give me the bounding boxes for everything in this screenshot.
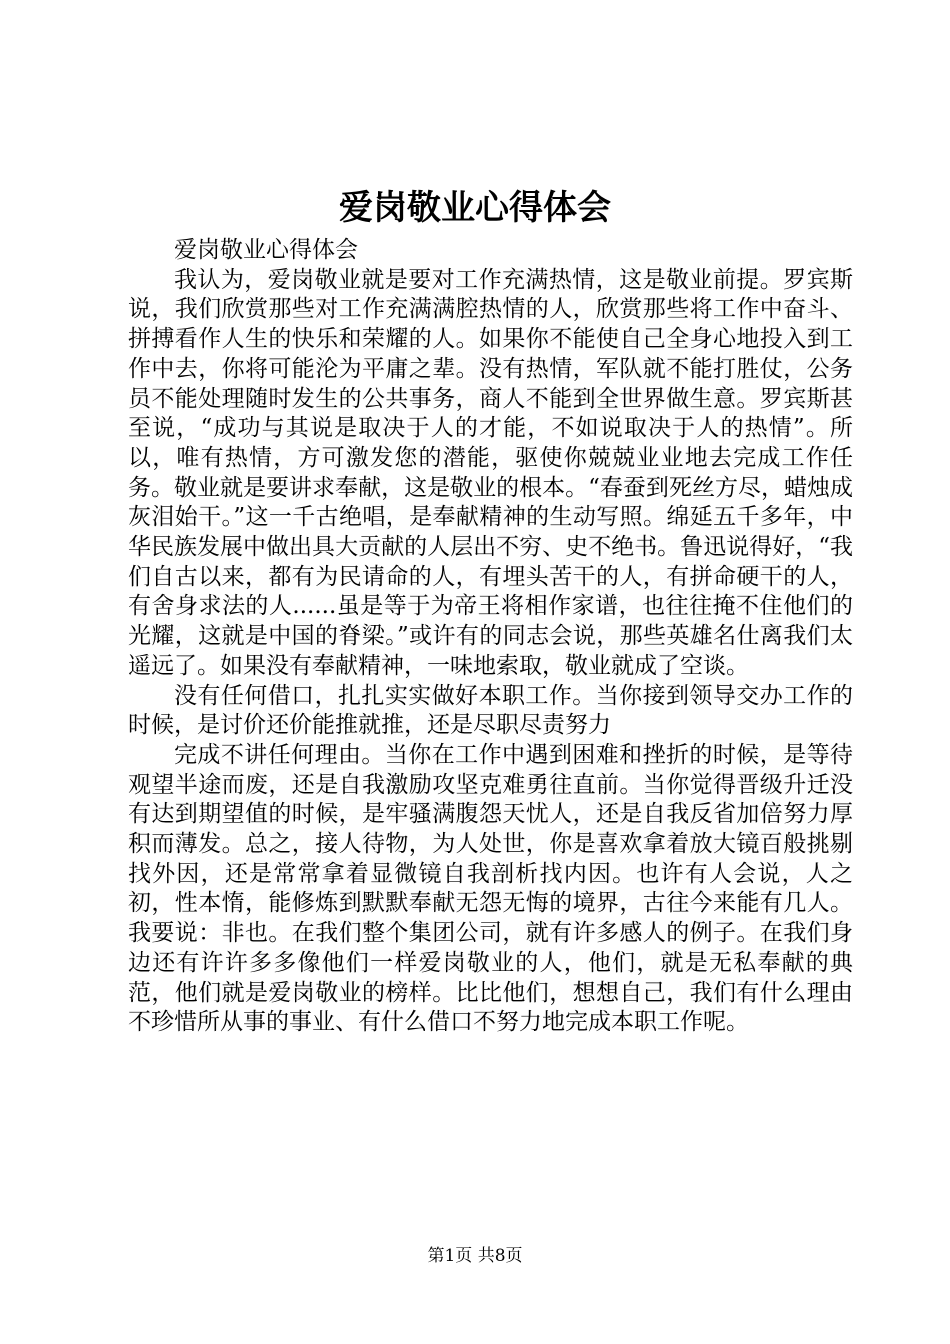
body-paragraph: 没有任何借口，扎扎实实做好本职工作。当你接到领导交办工作的时候，是讨价还价能推就推，还是尽职尽责努力 xyxy=(128,682,853,739)
document-body xyxy=(128,236,853,1038)
page-number-footer: 第1页 共8页 xyxy=(427,1246,523,1266)
body-paragraph: 我认为，爱岗敬业就是要对工作充满热情，这是敬业前提。罗宾斯说，我们欣赏那些对工作充满满腔热情的人，欣赏那些将工作中奋斗、拼搏看作人生的快乐和荣耀的人。如果你不能使自己全身心地投入到工作中去，你将可能沦为平庸之辈。没有热情，军队就不能打胜仗，公务员不能处理随时发生的公共事务，商人不能到全世界做生意。罗宾斯甚至说，“成功与其说是取决于人的才能，不如说取决于人的热情”。所以，唯有热情，方可激发您的潜能，驱使你兢兢业业地去完成工作任务。敬业就是要讲求奉献，这是敬业的根本。“春蚕到死丝方尽，蜡烛成灰泪始干。”这一千古绝唱，是奉献精神的生动写照。绵延五千多年，中华民族发展中做出具大贡献的人层出不穷、史不绝书。鲁迅说得好，“我们自古以来，都有为民请命的人，有埋头苦干的人，有拼命硬干的人，有舍身求法的人......虽是等于为帝王将相作家谱，也往往掩不住他们的光耀，这就是中国的脊梁。”或许有的同志会说，那些英雄名仕离我们太遥远了。如果没有奉献精神，一味地索取，敬业就成了空谈。 xyxy=(128,266,853,679)
subtitle-paragraph: 爱岗敬业心得体会 xyxy=(174,237,358,263)
body-paragraph: 完成不讲任何理由。当你在工作中遇到困难和挫折的时候，是等待观望半途而废，还是自我激励攻坚克难勇往直前。当你觉得晋级升迁没有达到期望值的时候，是牢骚满腹怨天忧人，还是自我反省加倍努力厚积而薄发。总之，接人待物，为人处世，你是喜欢拿着放大镜百般挑剔找外因，还是常常拿着显微镜自我剖析找内因。也许有人会说，人之初，性本惰，能修炼到默默奉献无怨无悔的境界，古往今来能有几人。我要说：非也。在我们整个集团公司，就有许多感人的例子。在我们身边还有许许多多像他们一样爱岗敬业的人，他们，就是无私奉献的典范，他们就是爱岗敬业的榜样。比比他们，想想自己，我们有什么理由不珍惜所从事的事业、有什么借口不努力地完成本职工作呢。 xyxy=(128,741,853,1036)
document-title: 爱岗敬业心得体会 xyxy=(339,188,611,228)
